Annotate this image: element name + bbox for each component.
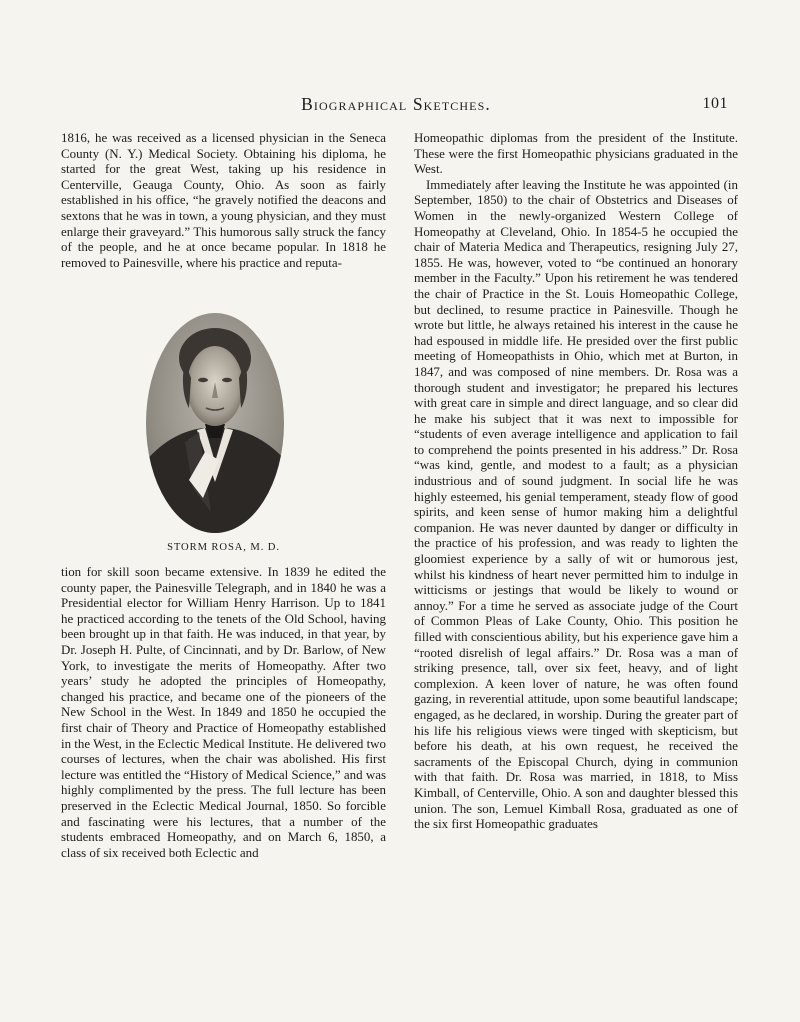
left-column-bottom [61,564,386,860]
paragraph: tion for skill soon became extensive. In 1839 he edited the county paper, the Painesville Telegraph, and in 1840 he was a Presidential elector for William Henry Harrison. Up to 1841 he practiced according to the tenets of the Old School, having been brought up in that faith. He was induced, in that year, by Dr. Joseph H. Pulte, of Cincinnati, and by Dr. Barlow, of New York, to investigate the merits of Homeopathy. After two years’ study he adopted the principles of Homeopathy, changed his practice, and became one of the pioneers of the New School in the West. In 1849 and 1850 he occupied the first chair of Theory and Practice of Homeopathy established in the West, in the Eclectic Medical Institute. He delivered two courses of lectures, when the chair was abolished. His first lecture was entitled the “History of Medical Science,” and was highly complimented by the press. The full lecture has been preserved in the Eclectic Medical Journal, 1850. So forcible and fascinating were his lectures, that a number of the students embraced Homeopathy, and on March 6, 1850, a class of six received both Eclectic and [61,564,386,860]
left-column-top [61,130,386,270]
portrait-engraving [145,312,285,534]
paragraph: 1816, he was received as a licensed physician in the Seneca County (N. Y.) Medical Society. Obtaining his diploma, he started for the great West, taking up his residence in Centerville, Geauga County, Ohio. As soon as fairly established in his office, “he gravely notified the deacons and sextons that he was in town, a young physician, and they must enlarge their graveyard.” This humorous sally struck the fancy of the people, and he at once became popular. In 1818 he removed to Painesville, where his practice and reputa- [61,130,386,270]
paragraph: Immediately after leaving the Institute he was appointed (in September, 1850) to the chair of Obstetrics and Diseases of Women in the newly-organized Western College of Homeopathy at Cleveland, Ohio. In 1854-5 he occupied the chair of Materia Medica and Therapeutics, resigning July 27, 1855. He was, however, voted to “be continued an honorary member in the Faculty.” Upon his retirement he was tendered the chair of Practice in the St. Louis Homeopathic College, but declined, to resume practice in Painesville. Though he wrote but little, he always retained his interest in the cause he had espoused in middle life. He presided over the first public meeting of Homeopathists in Ohio, which met at Burton, in 1847, and was composed of nine members. Dr. Rosa was a thorough student and investigator; he prepared his lectures with great care in simple and direct language, and so clear did he make his subject that it was next to impossible for “students of even average intelligence and application to fail to comprehend the points presented in his address.” Dr. Rosa “was kind, gentle, and modest to a fault; as a physician industrious and of sound judgment. In social life he was highly esteemed, his genial temperament, steady flow of good spirits, and keen sense of humor making him a delightful companion. He was never daunted by danger or difficulty in the practice of his profession, and was ready to lighten the gloomiest experience by a sally of wit or humorous jest, whilst his kindness of heart never permitted him to indulge in witticisms or jestings that would be likely to wound or annoy.” For a time he served as associate judge of the Court of Common Pleas of Lake County, Ohio. This position he filled with conscientious ability, but his experience gave him a “rooted disrelish of legal affairs.” Dr. Rosa was a man of striking presence, tall, over six feet, heavy, and of light complexion. A keen lover of nature, he was often found gazing, in reverential attitude, upon some beautiful landscape; engaged, as he declared, in worship. During the greater part of his life his religious views were tinged with skepticism, but before his death, at his own request, he received the sacraments of the Episcopal Church, dying in communion with that faith. Dr. Rosa was married, in 1818, to Miss Kimball, of Centerville, Ohio. A son and daughter blessed this union. The son, Lemuel Kimball Rosa, graduated as one of the six first Homeopathic graduates [414,176,738,832]
portrait-image [145,312,285,534]
header-title: Biographical Sketches. [301,94,491,114]
page-number: 101 [702,95,728,112]
portrait-caption: STORM ROSA, M. D. [167,542,280,553]
right-column [414,130,738,832]
running-header [60,94,732,118]
paragraph: Homeopathic diplomas from the president of the Institute. These were the first Homeopathic physicians graduated in the West. [414,130,738,177]
